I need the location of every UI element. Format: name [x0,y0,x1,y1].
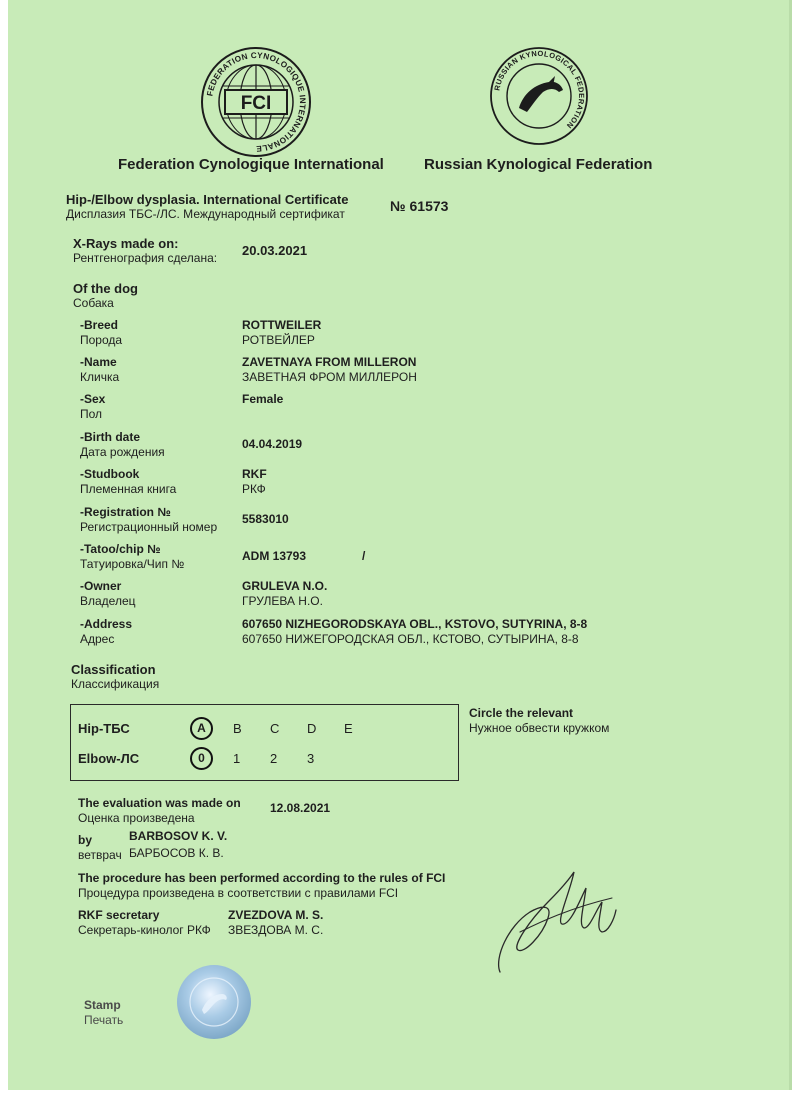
classification-label-en: Classification [71,662,156,677]
name-value-en: ZAVETNAYA FROM MILLERON [242,355,417,369]
by-label-ru: ветврач [78,848,122,862]
birth-date-label-en: -Birth date [80,430,140,444]
signature [490,862,625,982]
owner-value-ru: ГРУЛЕВА Н.О. [242,594,323,608]
procedure-text-en: The procedure has been performed according to the rules of FCI [78,871,446,885]
birth-date-label-ru: Дата рождения [80,445,165,459]
breed-label-ru: Порода [80,333,123,347]
certificate-number: № 61573 [390,198,449,214]
secretary-label-ru: Секретарь-кинолог РКФ [78,923,211,937]
address-value-ru: 607650 НИЖЕГОРОДСКАЯ ОБЛ., КСТОВО, СУТЫРИНА, 8-8 [242,632,579,646]
classification-box [70,704,459,781]
elbow-grade-1: 1 [233,751,241,766]
rkf-emblem [489,46,589,146]
dog-section-label-en: Of the dog [73,281,138,296]
registration-value: 5583010 [242,512,289,526]
rkf-ring-text: RUSSIAN KYNOLOGICAL FEDERATION [492,48,587,131]
secretary-label-en: RKF secretary [78,908,160,922]
fci-ring-text: FEDERATION CYNOLOGIQUE INTERNATIONALE [205,50,308,154]
name-label-en: -Name [80,355,117,369]
address-label-ru: Адрес [80,632,115,646]
xray-label-en: X-Rays made on: [73,236,179,251]
studbook-label-ru: Племенная книга [80,482,177,496]
fci-emblem [200,46,312,158]
stamp-label-ru: Печать [84,1013,124,1027]
name-value-ru: ЗАВЕТНАЯ ФРОМ МИЛЛЕРОН [242,370,417,384]
fci-logo-text: FCI [240,93,272,114]
elbow-label: Elbow-ЛС [78,751,140,766]
evaluation-date: 12.08.2021 [270,801,331,815]
by-label-en: by [78,833,93,847]
chip-value: ADM 13793 [242,549,307,563]
procedure-text-ru: Процедура произведена в соответствии с правилами FCI [78,886,399,900]
chip-label-en: -Tatoo/chip № [80,542,161,556]
chip-label-ru: Татуировка/Чип № [80,557,185,571]
sex-label-ru: Пол [80,407,103,421]
address-label-en: -Address [80,617,133,631]
studbook-value-ru: РКФ [242,482,266,496]
elbow-grade-0-circled: 0 [190,747,213,770]
elbow-grade-2: 2 [270,751,278,766]
owner-label-en: -Owner [80,579,122,593]
hip-grade-c: C [270,721,280,736]
evaluation-label-en: The evaluation was made on [78,796,241,810]
certificate-title-ru: Дисплазия ТБС-/ЛС. Международный сертификат [66,207,345,221]
classification-label-ru: Классификация [71,677,160,691]
sex-label-en: -Sex [80,392,106,406]
xray-date: 20.03.2021 [242,243,308,258]
hip-grade-e: E [344,721,353,736]
registration-label-en: -Registration № [80,505,171,519]
rkf-name: Russian Kynological Federation [424,156,653,173]
sex-value-en: Female [242,392,284,406]
secretary-name-en: ZVEZDOVA M. S. [228,908,324,922]
breed-value-en: ROTTWEILER [242,318,322,332]
registration-label-ru: Регистрационный номер [80,520,218,534]
studbook-label-en: -Studbook [80,467,140,481]
studbook-value-en: RKF [242,467,267,481]
secretary-name-ru: ЗВЕЗДОВА М. С. [228,923,324,937]
stamp-label-en: Stamp [84,998,121,1012]
xray-label-ru: Рентгенография сделана: [73,251,218,265]
elbow-grade-3: 3 [307,751,315,766]
owner-value-en: GRULEVA N.O. [242,579,328,593]
birth-date-value: 04.04.2019 [242,437,303,451]
breed-label-en: -Breed [80,318,119,332]
vet-name-ru: БАРБОСОВ К. В. [129,846,224,860]
circle-note-ru: Нужное обвести кружком [469,721,610,735]
hologram-stamp [176,964,252,1040]
hip-grade-d: D [307,721,317,736]
chip-separator: / [362,549,366,563]
hip-grade-a-circled: A [190,717,213,740]
hip-grade-b: B [233,721,242,736]
address-value-en: 607650 NIZHEGORODSKAYA OBL., KSTOVO, SUTYRINA, 8-8 [242,617,588,631]
vet-name-en: BARBOSOV K. V. [129,829,228,843]
name-label-ru: Кличка [80,370,120,384]
fci-name: Federation Cynologique International [118,156,384,173]
hip-label: Hip-ТБС [78,721,130,736]
owner-label-ru: Владелец [80,594,136,608]
circle-note-en: Circle the relevant [469,706,574,720]
breed-value-ru: РОТВЕЙЛЕР [242,333,315,347]
evaluation-label-ru: Оценка произведена [78,811,195,825]
dog-section-label-ru: Собака [73,296,114,310]
certificate-title-en: Hip-/Elbow dysplasia. International Certificate [66,192,349,207]
